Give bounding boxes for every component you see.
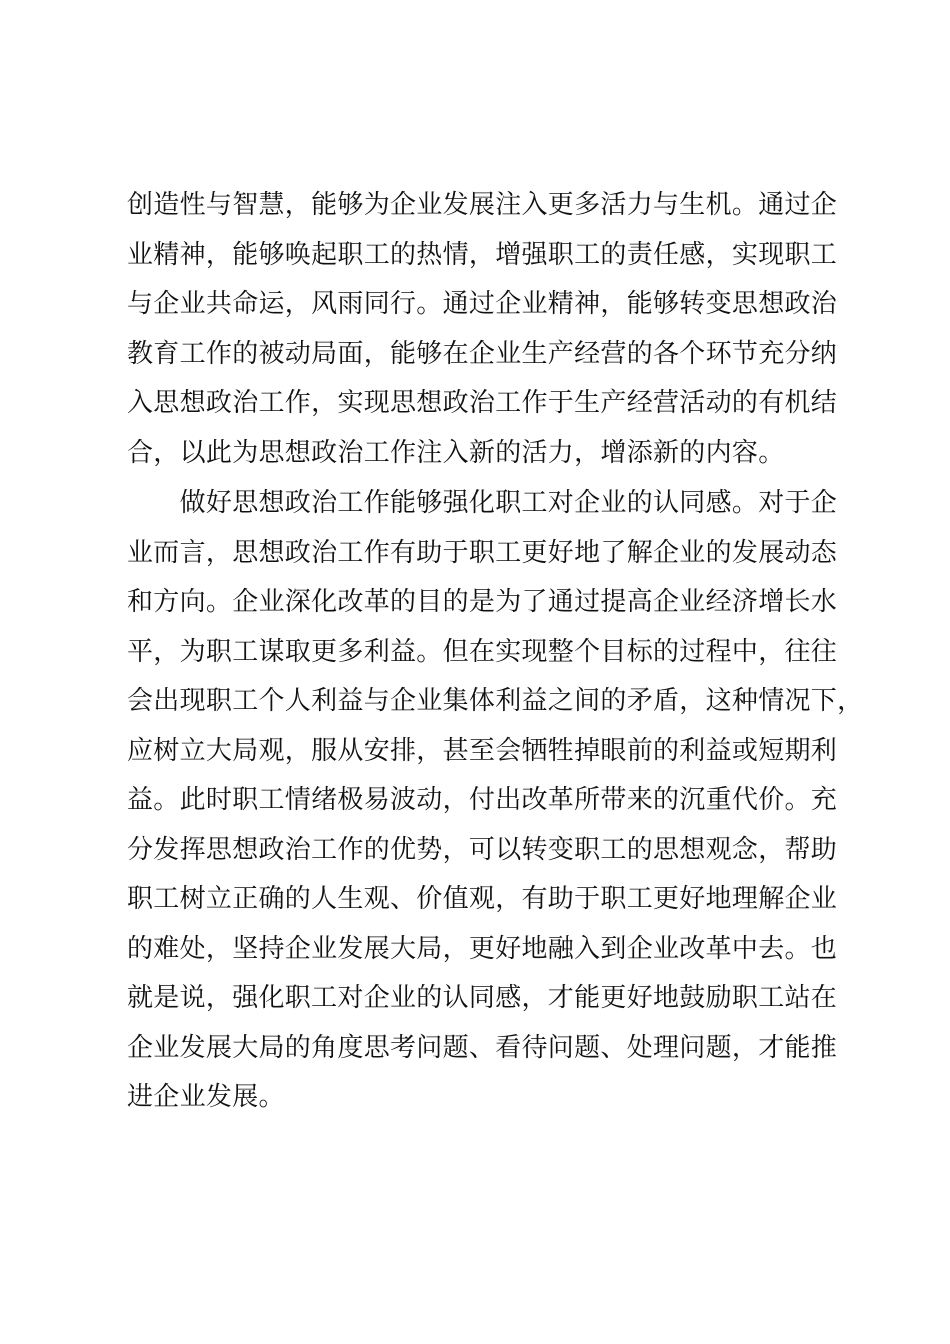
text-line: 与企业共命运，风雨同行。通过企业精神，能够转变思想政治 — [127, 289, 838, 319]
text-line: 入思想政治工作，实现思想政治工作于生产经营活动的有机结 — [127, 388, 838, 418]
text-line: 就是说，强化职工对企业的认同感，才能更好地鼓励职工站在 — [127, 983, 838, 1013]
text-line: 业而言，思想政治工作有助于职工更好地了解企业的发展动态 — [127, 537, 838, 568]
text-line: 和方向。企业深化改革的目的是为了通过提高企业经济增长水 — [127, 587, 838, 617]
text-line: 创造性与智慧，能够为企业发展注入更多活力与生机。通过企 — [127, 190, 838, 220]
text-line: 职工树立正确的人生观、价值观，有助于职工更好地理解企业 — [127, 884, 838, 914]
paragraph-2 — [127, 479, 864, 1123]
text-line: 业精神，能够唤起职工的热情，增强职工的责任感，实现职工 — [127, 239, 838, 270]
text-line: 会出现职工个人利益与企业集体利益之间的矛盾，这种情况下， — [127, 686, 864, 716]
text-line: 平，为职工谋取更多利益。但在实现整个目标的过程中，往往 — [127, 636, 838, 667]
text-line: 应树立大局观，服从安排，甚至会牺牲掉眼前的利益或短期利 — [127, 735, 838, 766]
text-line: 益。此时职工情绪极易波动，付出改革所带来的沉重代价。充 — [127, 785, 838, 815]
text-line: 分发挥思想政治工作的优势，可以转变职工的思想观念，帮助 — [127, 834, 838, 865]
text-line: 进企业发展。 — [127, 1082, 285, 1112]
text-line: 合，以此为思想政治工作注入新的活力，增添新的内容。 — [127, 437, 785, 468]
text-line: 企业发展大局的角度思考问题、看待问题、处理问题，才能推 — [127, 1032, 838, 1063]
text-line: 做好思想政治工作能够强化职工对企业的认同感。对于企 — [127, 488, 838, 518]
text-line: 教育工作的被动局面，能够在企业生产经营的各个环节充分纳 — [127, 338, 838, 369]
paragraph-1 — [127, 181, 837, 478]
text-line: 的难处，坚持企业发展大局，更好地融入到企业改革中去。也 — [127, 933, 838, 964]
